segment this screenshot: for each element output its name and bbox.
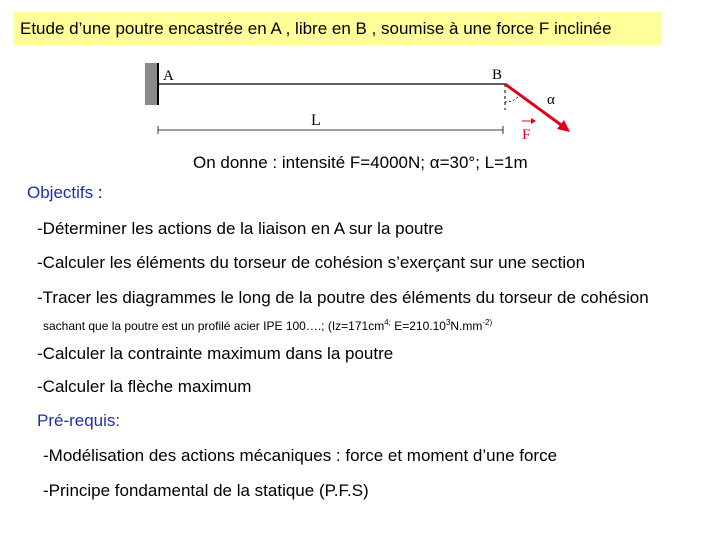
label-length: L [311,112,321,129]
objective-item: -Calculer la contrainte maximum dans la poutre [37,344,394,363]
label-force: F [522,127,531,143]
label-a: A [163,68,174,84]
objectives-heading: Objectifs [27,183,94,202]
objective-item: -Tracer les diagrammes le long de la poutre des éléments du torseur de cohésion [37,288,649,307]
objective-item: -Calculer les éléments du torseur de cohésion s’exerçant sur une section [37,253,586,272]
prerequisite-item: -Modélisation des actions mécaniques : force et moment d’une force [43,446,558,465]
label-alpha: α [547,92,555,108]
profile-note: sachant que la poutre est un profilé acier IPE 100….; ($Iz=171cm^{4;}$ $E=210.10^3N.mm^{-2)}$ [43,318,493,333]
wall-hatch [145,63,159,105]
alpha-arc [505,96,519,102]
prerequisites-heading: Pré-requis: [37,411,121,430]
force-vector-arrowhead [531,118,536,124]
force-arrow-shaft [505,84,568,130]
given-data: On donne : intensité F=4000N; α=30°; L=1m [193,153,528,172]
label-b: B [492,67,503,83]
beam-diagram [0,0,720,160]
page-title: Etude d’une poutre encastrée en A , libre en B , soumise à une force F inclinée [20,19,612,38]
objective-item: -Déterminer les actions de la liaison en A sur la poutre [37,219,444,238]
objectives-colon: : [93,183,103,202]
objectives-heading-line [27,183,103,203]
objective-item: -Calculer la flèche maximum [37,377,252,396]
prerequisite-item: -Principe fondamental de la statique (P.F.S) [43,481,369,500]
